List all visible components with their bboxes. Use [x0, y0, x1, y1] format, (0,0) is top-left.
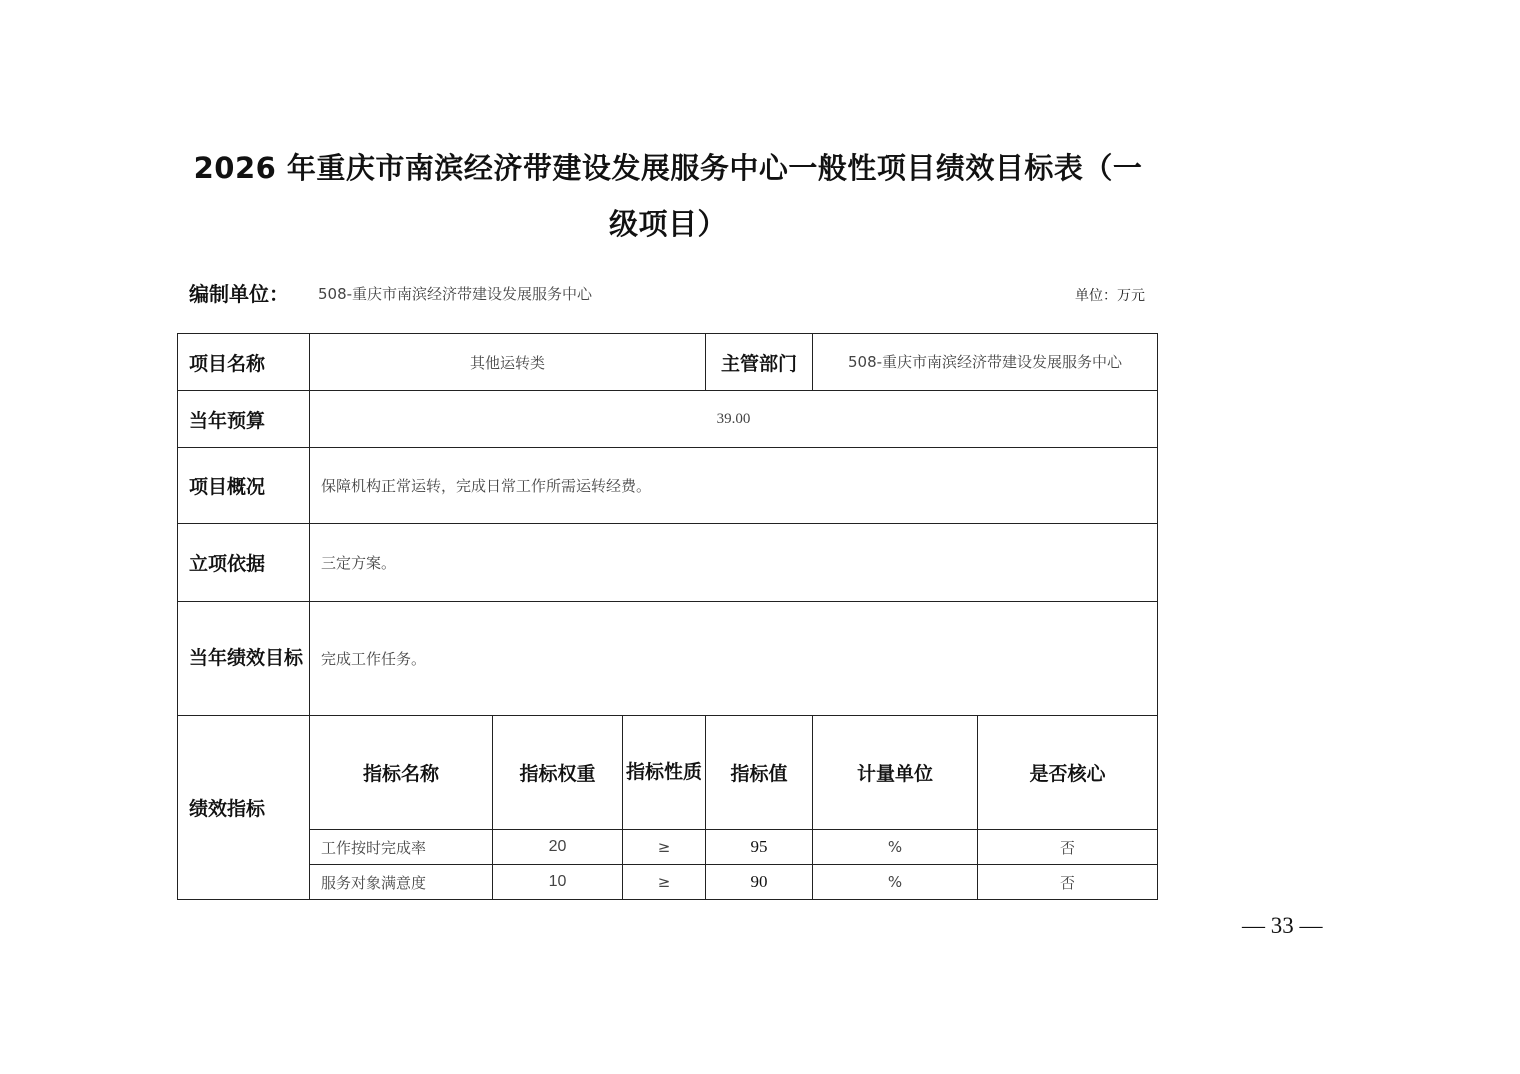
project-name-label: 项目名称 [178, 334, 310, 391]
project-name-value: 其他运转类 [310, 334, 706, 391]
measure-unit-cell: % [813, 865, 978, 900]
indicator-nature-cell: ≥ [623, 830, 706, 865]
performance-table [177, 333, 1158, 900]
is-core-cell: 否 [978, 865, 1158, 900]
header-measure-unit: 计量单位 [813, 716, 978, 830]
overview-label: 项目概况 [178, 448, 310, 524]
is-core-cell: 否 [978, 830, 1158, 865]
indicator-name-cell: 工作按时完成率 [310, 830, 493, 865]
title-line-1: 2026 年重庆市南滨经济带建设发展服务中心一般性项目绩效目标表（一 [193, 151, 1143, 185]
title-line-2: 级项目） [608, 207, 727, 241]
row-indicator-header [178, 716, 1158, 830]
row-basis [178, 524, 1158, 602]
indicator-weight-cell: 10 [493, 865, 623, 900]
document-title [178, 140, 1158, 252]
indicator-name-cell: 服务对象满意度 [310, 865, 493, 900]
header-indicator-nature: 指标性质 [623, 716, 706, 830]
budget-value: 39.00 [310, 391, 1158, 448]
row-overview [178, 448, 1158, 524]
unit-note: 单位：万元 [1075, 288, 1145, 304]
compiling-unit-value: 508-重庆市南滨经济带建设发展服务中心 [318, 285, 593, 303]
basis-label: 立项依据 [178, 524, 310, 602]
indicator-value-cell: 95 [706, 830, 813, 865]
budget-label: 当年预算 [178, 391, 310, 448]
measure-unit-cell: % [813, 830, 978, 865]
basis-value: 三定方案。 [310, 524, 1158, 602]
overview-value: 保障机构正常运转，完成日常工作所需运转经费。 [310, 448, 1158, 524]
indicator-nature-cell: ≥ [623, 865, 706, 900]
indicator-label: 绩效指标 [178, 716, 310, 900]
table-row [178, 830, 1158, 865]
row-project-name [178, 334, 1158, 391]
header-indicator-weight: 指标权重 [493, 716, 623, 830]
indicator-weight-cell: 20 [493, 830, 623, 865]
row-goal [178, 602, 1158, 716]
page-number: — 33 — [1242, 913, 1323, 938]
header-is-core: 是否核心 [978, 716, 1158, 830]
dept-value: 508-重庆市南滨经济带建设发展服务中心 [813, 334, 1158, 391]
compiling-unit-label: 编制单位： [189, 282, 289, 306]
header-indicator-name: 指标名称 [310, 716, 493, 830]
header-indicator-value: 指标值 [706, 716, 813, 830]
goal-label: 当年绩效目标 [178, 602, 310, 716]
table-row [178, 865, 1158, 900]
dept-label: 主管部门 [706, 334, 813, 391]
indicator-value-cell: 90 [706, 865, 813, 900]
goal-value: 完成工作任务。 [310, 602, 1158, 716]
row-budget [178, 391, 1158, 448]
